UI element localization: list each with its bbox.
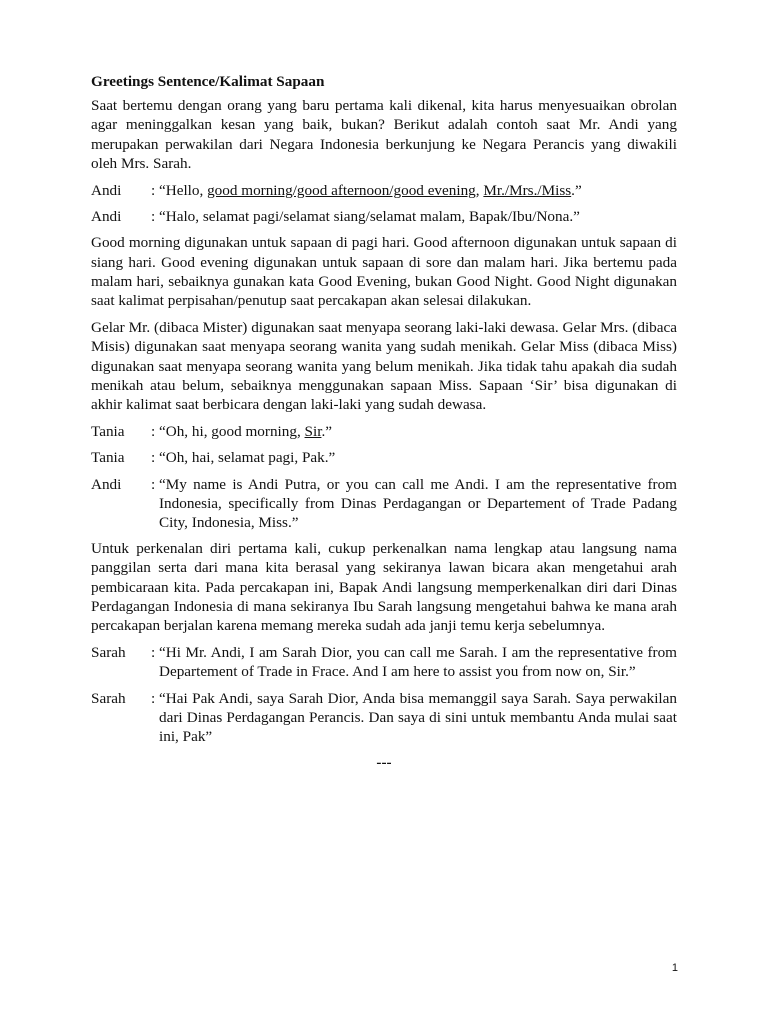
dialog-line [91, 207, 677, 226]
speech-text: .” [571, 182, 582, 200]
intro-paragraph: Saat bertemu dengan orang yang baru pertama kali dikenal, kita harus menyesuaikan obrolan agar meninggalkan kesan yang baik, bukan? Berikut adalah contoh saat Mr. Andi yang merupakan perwakilan dari Negara Indonesia berkunjung ke Negara Perancis yang diwakili oleh Mrs. Sarah. [91, 97, 677, 172]
dialog-speaker: Tania [91, 449, 125, 467]
speech-text: “Hello, [159, 182, 208, 200]
dialog-speech: “Oh, hai, selamat pagi, Pak.” [159, 449, 336, 467]
document-page [91, 72, 677, 773]
dialog-speaker: Sarah [91, 644, 126, 662]
dialog-colon: : [151, 689, 156, 707]
dialog-colon: : [151, 182, 156, 200]
dialog-speech [159, 422, 677, 441]
dialog-line [91, 475, 677, 533]
dialog-speech: “Halo, selamat pagi/selamat siang/selamat malam, Bapak/Ibu/Nona.” [159, 208, 580, 226]
dialog-speech: “My name is Andi Putra, or you can call me Andi. I am the representative from Indonesia, specifically from Dinas Perdagangan or Departement of Trade Padang City, Indonesia, Miss.” [159, 475, 677, 532]
end-mark: --- [376, 754, 392, 772]
title-explanation-paragraph: Gelar Mr. (dibaca Mister) digunakan saat menyapa seorang laki-laki dewasa. Gelar Mrs. (dibaca Misis) digunakan saat menyapa seorang wanita yang sudah menikah. Gelar Miss (dibaca Miss) digunakan saat menyapa seorang wanita yang belum menikah. Jika tidak tahu apakah dia sudah menikah atau belum, sebaiknya menggunakan sapaan Miss. Sapaan ‘Sir’ bisa digunakan di akhir kalimat saat berbicara dengan laki-laki yang sudah dewasa. [91, 319, 677, 414]
dialog-colon: : [151, 644, 156, 662]
underlined-title: Mr./Mrs./Miss [483, 182, 572, 200]
dialog-line [91, 689, 677, 747]
greeting-explanation-paragraph: Good morning digunakan untuk sapaan di pagi hari. Good afternoon digunakan untuk sapaan di siang hari. Good evening digunakan untuk sapaan di sore dan malam hari. Jika bertemu pada malam hari, sebaiknya gunakan kata Good Evening, bukan Good Night. Good Night digunakan saat kalimat perpisahan/penutup saat percakapan akan selesai dilakukan. [91, 234, 677, 310]
dialog-speaker: Andi [91, 208, 122, 226]
dialog-speaker: Andi [91, 475, 122, 493]
dialog-speech: “Hi Mr. Andi, I am Sarah Dior, you can call me Sarah. I am the representative from Departement of Trade in Frace. And I am here to assist you from now on, Sir.” [159, 644, 677, 681]
dialog-line [91, 448, 677, 467]
dialog-line [91, 181, 677, 200]
speech-text: “Oh, hi, good morning, [159, 423, 305, 441]
dialog-speaker: Tania [91, 423, 125, 441]
introduction-explanation-paragraph: Untuk perkenalan diri pertama kali, cukup perkenalkan nama lengkap atau langsung nama panggilan serta dari mana kita berasal yang sekiranya lawan bicara akan mengetahui arah pembicaraan kita. Pada percakapan ini, Bapak Andi langsung memperkenalkan diri dari Dinas Perdagangan Indonesia di mana sekiranya Ibu Sarah langsung mengetahui bahwa ke mana arah percakapan berjalan karena memang mereka sudah ada janji temu kerja sebelumnya. [91, 540, 677, 635]
underlined-greeting: good morning/good afternoon/good evening [207, 182, 476, 200]
dialog-speaker: Sarah [91, 689, 126, 707]
dialog-speaker: Andi [91, 182, 122, 200]
speech-text: .” [321, 423, 332, 441]
speech-text: , [475, 182, 484, 200]
dialog-colon: : [151, 208, 156, 226]
dialog-colon: : [151, 475, 156, 493]
page-number: 1 [671, 962, 678, 974]
dialog-speech [159, 181, 677, 200]
dialog-line [91, 422, 677, 441]
document-title: Greetings Sentence/Kalimat Sapaan [91, 73, 325, 90]
underlined-sir: Sir [304, 423, 322, 441]
dialog-line [91, 643, 677, 681]
dialog-colon: : [151, 449, 156, 467]
dialog-speech: “Hai Pak Andi, saya Sarah Dior, Anda bisa memanggil saya Sarah. Saya perwakilan dari Dinas Perdagangan Perancis. Dan saya di sini untuk membantu Anda mulai saat ini, Pak” [159, 689, 677, 746]
dialog-colon: : [151, 423, 156, 441]
